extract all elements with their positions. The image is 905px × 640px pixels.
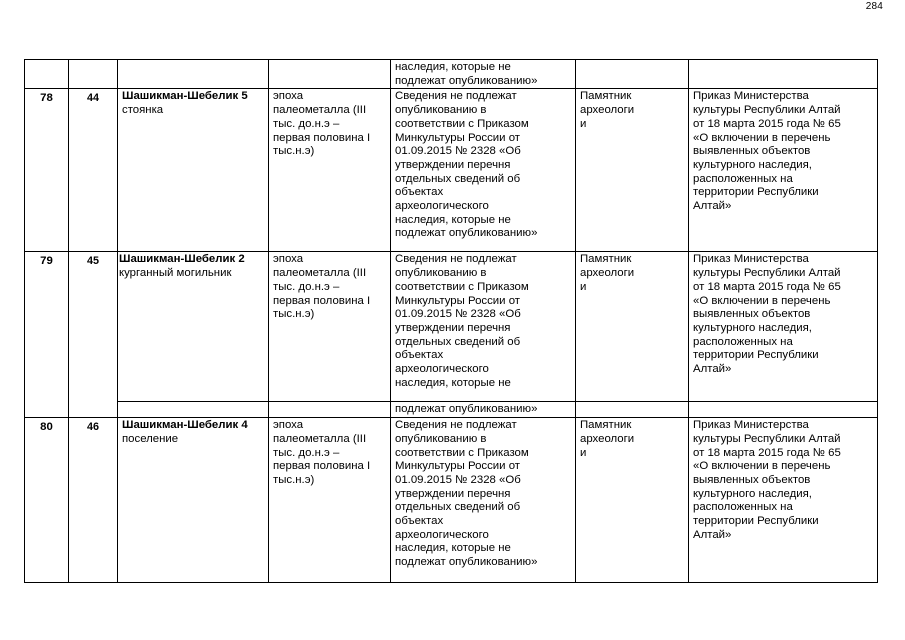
index-cell: 44 [69, 89, 118, 252]
row-number-cell: 79 [25, 252, 69, 418]
object-type: курганный могильник [119, 267, 232, 280]
cell-empty [269, 60, 391, 89]
category-cell: Памятник археологи и [576, 418, 689, 583]
object-type: стоянка [122, 104, 164, 117]
cell-empty [689, 402, 878, 418]
table-row [25, 89, 878, 252]
heritage-registry-table [24, 59, 878, 583]
name-cell [118, 418, 269, 583]
document-cell: Приказ Министерства культуры Республики Алтай от 18 марта 2015 года № 65 «О включении в перечень выявленных объектов культурного наследия, расположенных на территории Республики Алтай» [689, 418, 878, 583]
object-type: поселение [122, 432, 179, 445]
cell-empty [689, 60, 878, 89]
continuation-row [25, 60, 878, 89]
cell-empty [69, 60, 118, 89]
index-cell: 45 [69, 252, 118, 418]
description-cell: Сведения не подлежат опубликованию в соответствии с Приказом Минкультуры России от 01.09.2015 № 2328 «Об утверждении перечня отдельных сведений об объектах археологического наследия, которые не подлежат опубликованию» [391, 89, 576, 252]
dating-cell: эпоха палеометалла (III тыс. до.н.э – первая половина I тыс.н.э) [269, 89, 391, 252]
description-cell: Сведения не подлежат опубликованию в соответствии с Приказом Минкультуры России от 01.09.2015 № 2328 «Об утверждении перечня отдельных сведений об объектах археологического наследия, которые не подлежат опубликованию» [391, 418, 576, 583]
name-cell [118, 89, 269, 252]
cell-empty [576, 402, 689, 418]
row-number-cell: 78 [25, 89, 69, 252]
cell-empty [25, 60, 69, 89]
cell-empty [269, 402, 391, 418]
object-name: Шашикман-Шебелик 4 [122, 419, 248, 432]
category-cell: Памятник археологи и [576, 89, 689, 252]
page-number: 284 [865, 1, 883, 12]
document-cell: Приказ Министерства культуры Республики Алтай от 18 марта 2015 года № 65 «О включении в перечень выявленных объектов культурного наследия, расположенных на территории Республики Алтай» [689, 89, 878, 252]
dating-cell: эпоха палеометалла (III тыс. до.н.э – первая половина I тыс.н.э) [269, 252, 391, 402]
row-number-cell: 80 [25, 418, 69, 583]
table-row [25, 418, 878, 583]
description-cell-tail: подлежат опубликованию» [391, 402, 576, 418]
dating-cell: эпоха палеометалла (III тыс. до.н.э – первая половина I тыс.н.э) [269, 418, 391, 583]
name-cell [118, 252, 269, 402]
object-name: Шашикман-Шебелик 5 [122, 90, 248, 103]
category-cell: Памятник археологи и [576, 252, 689, 402]
table-row [25, 252, 878, 402]
index-cell: 46 [69, 418, 118, 583]
object-name: Шашикман-Шебелик 2 [119, 253, 245, 266]
description-cell: наследия, которые не подлежат опубликованию» [391, 60, 576, 89]
document-cell: Приказ Министерства культуры Республики Алтай от 18 марта 2015 года № 65 «О включении в перечень выявленных объектов культурного наследия, расположенных на территории Республики Алтай» [689, 252, 878, 402]
description-cell: Сведения не подлежат опубликованию в соответствии с Приказом Минкультуры России от 01.09.2015 № 2328 «Об утверждении перечня отдельных сведений об объектах археологического наследия, которые не [391, 252, 576, 402]
cell-empty [118, 402, 269, 418]
cell-empty [118, 60, 269, 89]
table-row-tail [25, 402, 878, 418]
cell-empty [576, 60, 689, 89]
